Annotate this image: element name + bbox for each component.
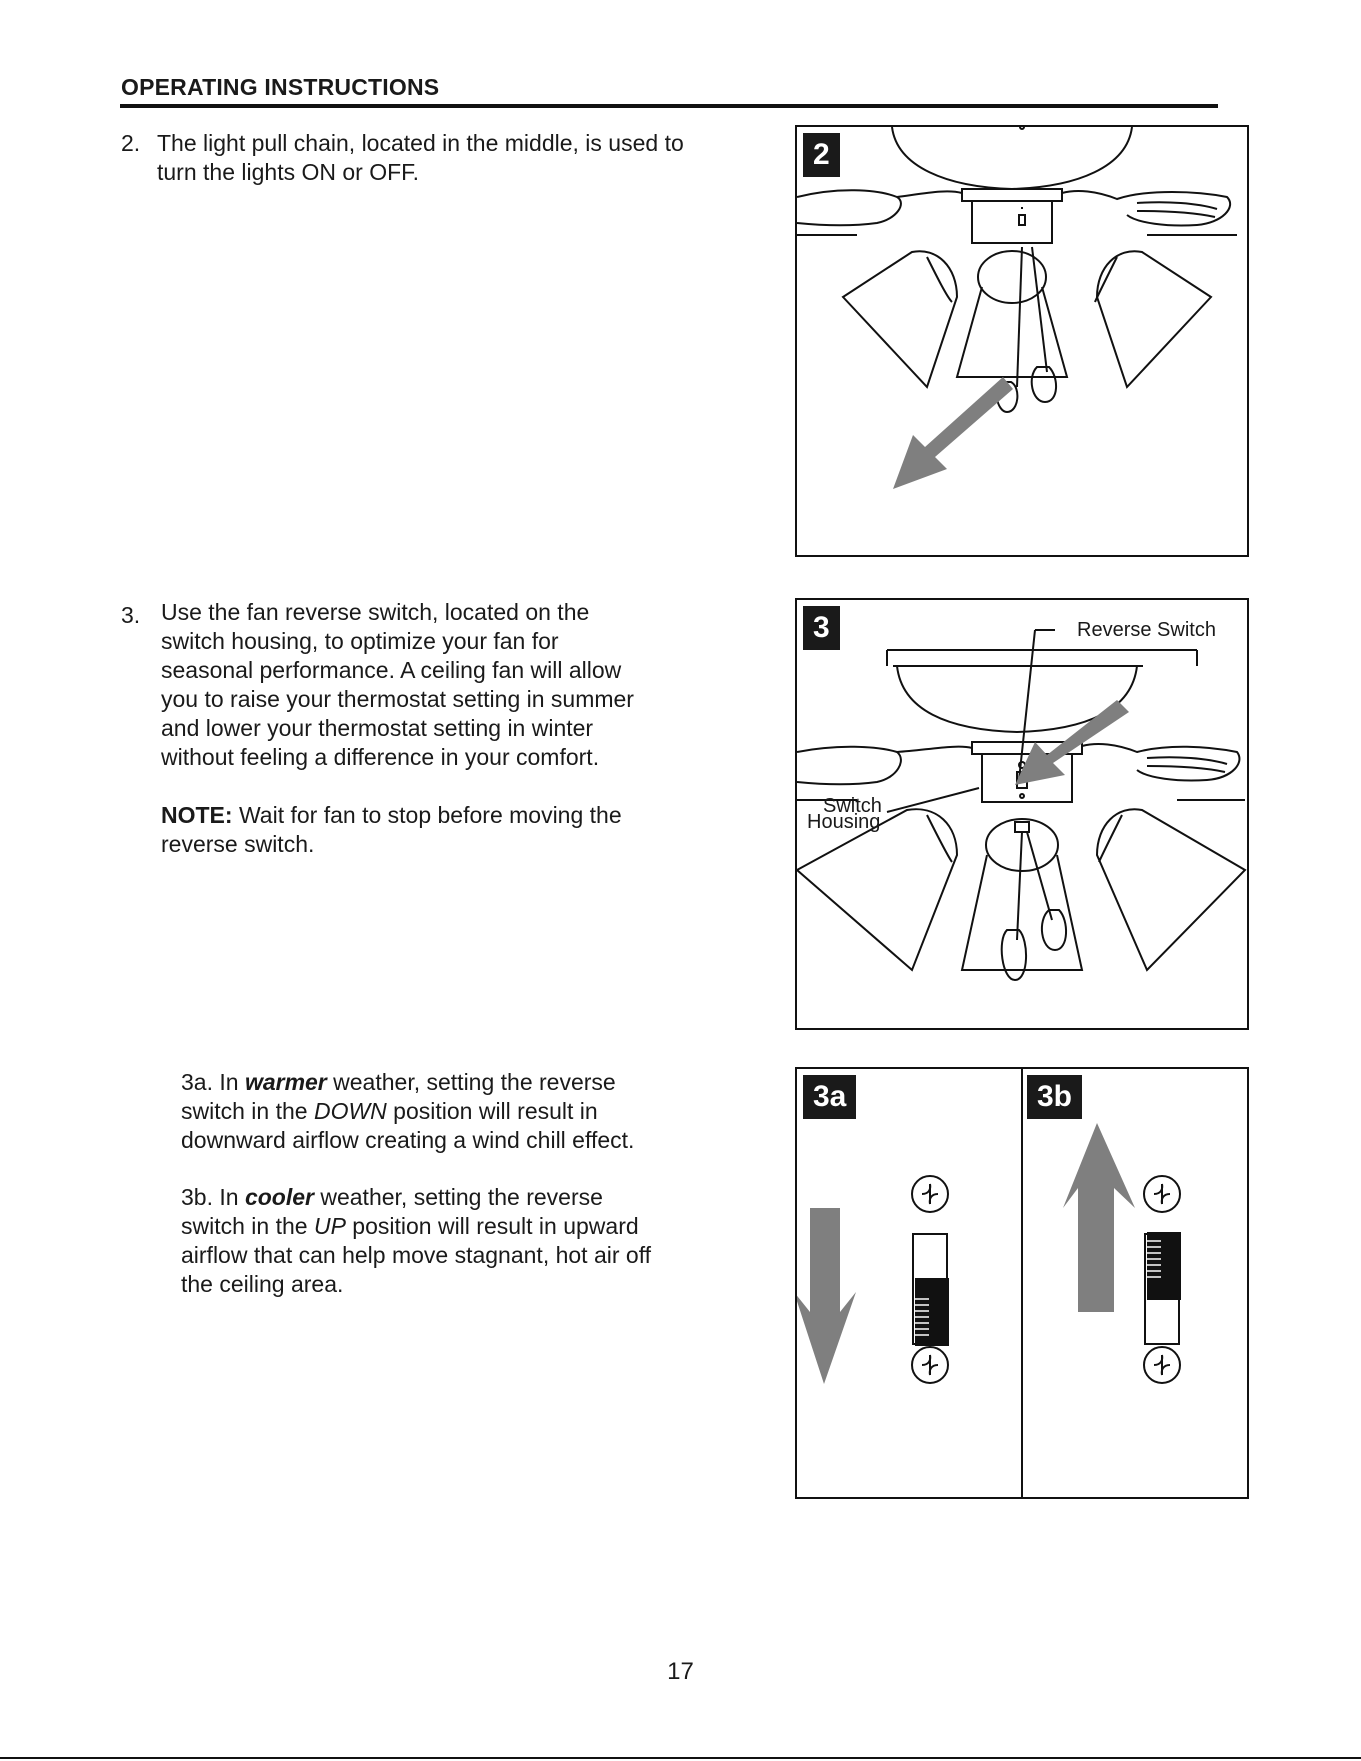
substep-3b-line-4: the ceiling area. bbox=[181, 1271, 344, 1297]
substep-3a-prefix: 3a. In bbox=[181, 1069, 245, 1095]
arrow-down-icon bbox=[797, 1208, 856, 1384]
switch-up-icon bbox=[1144, 1176, 1181, 1383]
step-2-number: 2. bbox=[121, 130, 141, 156]
callout-switch-housing-1: Switch bbox=[823, 795, 882, 817]
substep-3a-line-2: position will result in bbox=[386, 1098, 598, 1124]
step-3-line-5: and lower your thermostat setting in winter bbox=[161, 715, 594, 741]
substep-3a-line-3: downward airflow creating a wind chill effect. bbox=[181, 1127, 635, 1153]
reverse-switch-positions bbox=[797, 1069, 1247, 1497]
fan-light-chain-illustration bbox=[797, 127, 1247, 555]
arrow-up-icon bbox=[1063, 1123, 1135, 1312]
step-3-line-2: switch housing, to optimize your fan for bbox=[161, 628, 559, 654]
arrow-pointing-pull-chain bbox=[893, 377, 1013, 489]
page-number: 17 bbox=[667, 1658, 694, 1685]
callout-reverse-switch: Reverse Switch bbox=[1077, 619, 1216, 641]
figure-2 bbox=[795, 125, 1249, 557]
position-down: DOWN bbox=[313, 1098, 387, 1124]
step-3-line-6: without feeling a difference in your comfort. bbox=[161, 744, 600, 770]
step-3-line-1: Use the fan reverse switch, located on the bbox=[161, 599, 590, 625]
figure-3a-label: 3a bbox=[803, 1075, 856, 1119]
bottom-divider bbox=[0, 1757, 1361, 1759]
note-line-2: reverse switch. bbox=[161, 831, 315, 857]
page-title: OPERATING INSTRUCTIONS bbox=[121, 74, 440, 100]
switch-down-icon bbox=[912, 1176, 949, 1383]
substep-3a-line-2-pre: switch in the bbox=[181, 1098, 314, 1124]
position-up: UP bbox=[313, 1213, 346, 1239]
step-2 bbox=[121, 129, 761, 187]
substep-3b-line-2: position will result in upward bbox=[345, 1213, 639, 1239]
step-2-line-1: The light pull chain, located in the middle, is used to bbox=[157, 130, 684, 156]
figure-2-label: 2 bbox=[803, 133, 840, 177]
figure-3b-label: 3b bbox=[1027, 1075, 1082, 1119]
substep-3b-prefix: 3b. In bbox=[181, 1184, 245, 1210]
figure-3 bbox=[795, 598, 1249, 1030]
step-3-number: 3. bbox=[121, 602, 141, 628]
note-label: NOTE: bbox=[161, 802, 233, 828]
substep-3b-line-2-pre: switch in the bbox=[181, 1213, 314, 1239]
keyword-cooler: cooler bbox=[244, 1184, 314, 1210]
step-3-line-4: you to raise your thermostat setting in summer bbox=[161, 686, 634, 712]
header-divider bbox=[120, 104, 1218, 108]
figure-3a-3b bbox=[795, 1067, 1249, 1499]
substep-3a bbox=[181, 1068, 741, 1155]
step-3-line-3: seasonal performance. A ceiling fan will allow bbox=[161, 657, 622, 683]
callout-switch-housing-2: Housing bbox=[807, 811, 881, 833]
substep-3a-line-1: weather, setting the reverse bbox=[326, 1069, 616, 1095]
step-3 bbox=[121, 598, 741, 859]
substep-3b bbox=[181, 1183, 741, 1299]
step-2-line-2: turn the lights ON or OFF. bbox=[157, 159, 420, 185]
figure-3-label: 3 bbox=[803, 606, 840, 650]
substep-3b-line-1: weather, setting the reverse bbox=[313, 1184, 603, 1210]
step-3-note bbox=[161, 801, 741, 830]
keyword-warmer: warmer bbox=[244, 1069, 327, 1095]
substep-3b-line-3: airflow that can help move stagnant, hot air off bbox=[181, 1242, 652, 1268]
note-line-1: Wait for fan to stop before moving the bbox=[232, 802, 622, 828]
